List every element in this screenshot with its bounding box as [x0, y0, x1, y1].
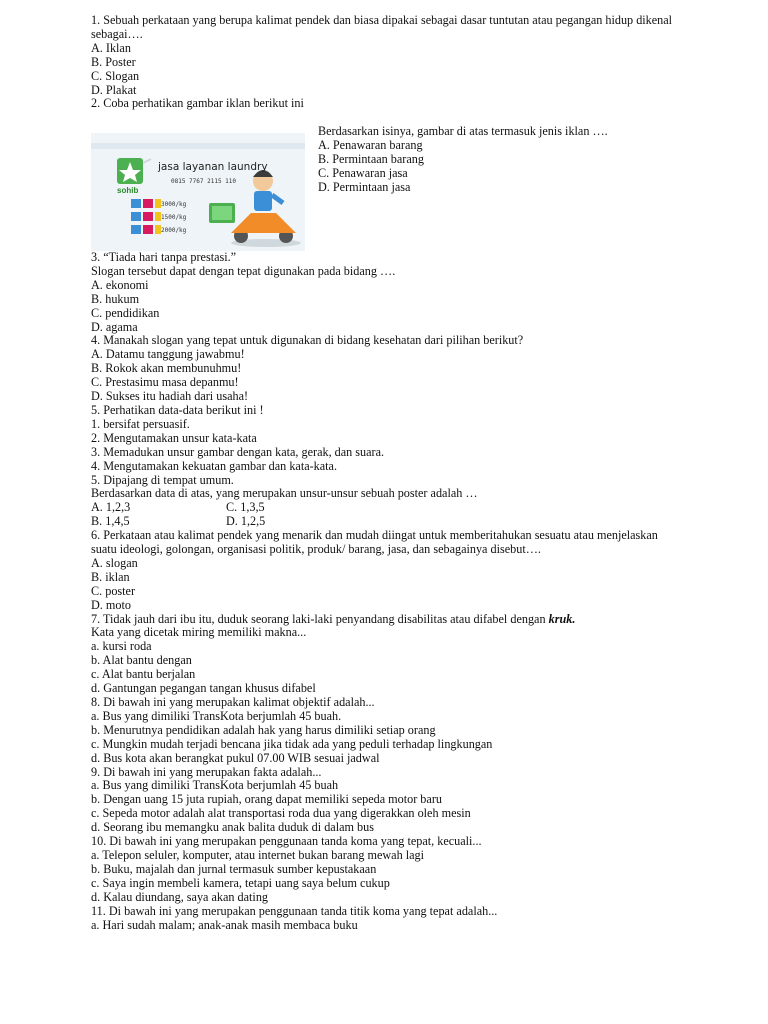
question-9-option-a: a. Bus yang dimiliki TransKota berjumlah 45 buah — [91, 778, 339, 793]
question-11-text: 11. Di bawah ini yang merupakan penggunaan tanda titik koma yang tepat adalah... — [91, 903, 498, 918]
question-7-bold-word: kruk. — [548, 611, 576, 626]
question-3-quote: 3. “Tiada hari tanpa prestasi.” — [91, 250, 237, 264]
question-8-option-b: b. Menurutnya pendidikan adalah hak yang harus dimiliki setiap orang — [91, 722, 436, 737]
question-10-text: 10. Di bawah ini yang merupakan penggunaan tanda koma yang tepat, kecuali... — [91, 834, 482, 849]
ad-brand: sohib — [117, 186, 139, 195]
question-5-options-row-2 — [91, 515, 691, 529]
question-1-text: 1. Sebuah perkataan yang berupa kalimat pendek dan biasa dipakai sebagai dasar tuntutan atau pegangan hidup dikenal sebagai…. — [91, 13, 673, 41]
question-2-option-d: D. Permintaan jasa — [318, 179, 411, 194]
question-5-options-row-1 — [91, 501, 691, 515]
question-5-item-4: 4. Mengutamakan kekuatan gambar dan kata-kata. — [91, 458, 338, 473]
question-6-option-c: C. poster — [91, 583, 136, 598]
question-8-text: 8. Di bawah ini yang merupakan kalimat objektif adalah... — [91, 695, 375, 709]
question-4-text: 4. Manakah slogan yang tepat untuk digunakan di bidang kesehatan dari pilihan berikut? — [91, 333, 524, 348]
ad-price-3: 2000/kg — [161, 227, 187, 234]
question-6-option-d: D. moto — [91, 597, 131, 612]
question-2-option-a: A. Penawaran barang — [318, 137, 423, 152]
question-5-option-a: A. 1,2,3 — [91, 500, 131, 515]
question-1-option-b: B. Poster — [91, 54, 136, 69]
question-7-option-b: b. Alat bantu dengan — [91, 653, 192, 668]
question-4-option-c: C. Prestasimu masa depanmu! — [91, 375, 239, 390]
question-3-text: Slogan tersebut dapat dengan tepat digunakan pada bidang …. — [91, 263, 396, 278]
question-2-option-c: C. Penawaran jasa — [318, 165, 408, 180]
question-9-option-b: b. Dengan uang 15 juta rupiah, orang dapat memiliki sepeda motor baru — [91, 792, 442, 807]
questions-3-to-11 — [91, 251, 691, 932]
ad-title: jasa layanan laundry — [158, 161, 268, 173]
question-5-option-c: C. 1,3,5 — [226, 500, 265, 515]
question-6-option-b: B. iklan — [91, 569, 130, 584]
question-4-option-d: D. Sukses itu hadiah dari usaha! — [91, 389, 249, 404]
question-7-subquestion: Kata yang dicetak miring memiliki makna... — [91, 625, 307, 640]
question-10-option-c: c. Saya ingin membeli kamera, tetapi uang saya belum cukup — [91, 875, 390, 890]
question-6-option-a: A. slogan — [91, 555, 138, 570]
question-11-option-a: a. Hari sudah malam; anak-anak masih membaca buku — [91, 917, 358, 932]
question-1 — [91, 14, 691, 111]
question-3-option-a: A. ekonomi — [91, 277, 149, 292]
question-3-option-d: D. agama — [91, 319, 138, 334]
question-1-option-a: A. Iklan — [91, 40, 131, 55]
question-2-text: 2. Coba perhatikan gambar iklan berikut ini — [91, 96, 304, 111]
question-5-item-5: 5. Dipajang di tempat umum. — [91, 472, 234, 487]
question-3-option-b: B. hukum — [91, 291, 140, 306]
question-5-prompt: Berdasarkan data di atas, yang merupakan unsur-unsur sebuah poster adalah … — [91, 486, 478, 501]
question-9-text: 9. Di bawah ini yang merupakan fakta adalah... — [91, 764, 322, 779]
ad-price-1: 3000/kg — [161, 201, 187, 208]
question-2-option-b: B. Permintaan barang — [318, 151, 424, 166]
question-7-option-c: c. Alat bantu berjalan — [91, 667, 196, 682]
question-5-item-2: 2. Mengutamakan unsur kata-kata — [91, 430, 257, 445]
question-7-option-a: a. kursi roda — [91, 639, 152, 654]
question-4-option-a: A. Datamu tanggung jawabmu! — [91, 347, 245, 362]
question-7-text — [91, 613, 691, 627]
question-5-option-d: D. 1,2,5 — [226, 514, 266, 529]
question-1-option-d: D. Plakat — [91, 82, 137, 97]
question-3-option-c: C. pendidikan — [91, 305, 160, 320]
question-8-option-a: a. Bus yang dimiliki TransKota berjumlah 45 buah. — [91, 708, 342, 723]
question-7-option-d: d. Gantungan pegangan tangan khusus difabel — [91, 681, 316, 696]
ad-phone: 0815 7767 2115 110 — [171, 178, 237, 185]
laundry-ad-image — [91, 133, 305, 251]
question-7-prefix: 7. Tidak jauh dari ibu itu, duduk seorang laki-laki penyandang disabilitas atau difabel dengan — [91, 611, 546, 626]
question-10-option-d: d. Kalau diundang, saya akan dating — [91, 889, 269, 904]
question-8-option-c: c. Mungkin mudah terjadi bencana jika tidak ada yang peduli terhadap lingkungan — [91, 736, 493, 751]
question-8-option-d: d. Bus kota akan berangkat pukul 07.00 WIB sesuai jadwal — [91, 750, 380, 765]
question-10-option-a: a. Telepon seluler, komputer, atau internet bukan barang mewah lagi — [91, 847, 424, 862]
question-5-option-b: B. 1,4,5 — [91, 514, 130, 529]
question-9-option-c: c. Sepeda motor adalah alat transportasi roda dua yang digerakkan oleh mesin — [91, 806, 471, 821]
question-9-option-d: d. Seorang ibu memangku anak balita duduk di dalam bus — [91, 820, 374, 835]
question-5-text: 5. Perhatikan data-data berikut ini ! — [91, 402, 264, 417]
question-1-option-c: C. Slogan — [91, 68, 140, 83]
question-5-item-1: 1. bersifat persuasif. — [91, 416, 190, 431]
question-2-side — [318, 125, 608, 195]
question-6-text: 6. Perkataan atau kalimat pendek yang menarik dan mudah diingat untuk memberitahukan sesuatu atau menjelaskan suatu ideologi, golongan, organisasi politik, produk/ barang, jasa, dan sebagainya disebut…. — [91, 528, 658, 557]
question-2-prompt: Berdasarkan isinya, gambar di atas termasuk jenis iklan …. — [318, 124, 608, 138]
ad-price-2: 1500/kg — [161, 214, 187, 221]
question-10-option-b: b. Buku, majalah dan jurnal termasuk sumber kepustakaan — [91, 861, 377, 876]
question-4-option-b: B. Rokok akan membunuhmu! — [91, 361, 242, 376]
question-5-item-3: 3. Memadukan unsur gambar dengan kata, gerak, dan suara. — [91, 444, 385, 459]
